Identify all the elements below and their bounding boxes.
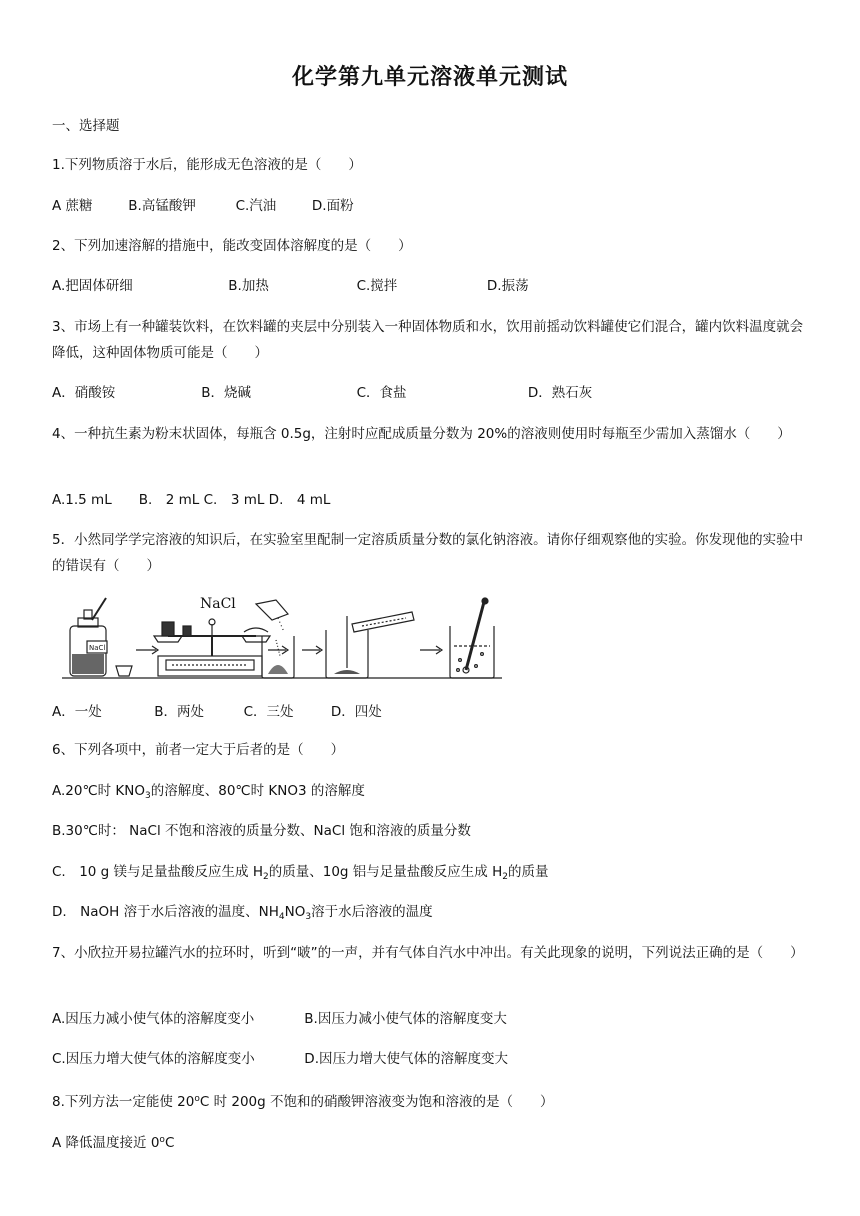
nacl-label: NaCl <box>200 596 236 612</box>
option-a: A.把固体研细 <box>52 278 133 294</box>
option-a: A.因压力减小使气体的溶解度变小 <box>52 1011 255 1027</box>
section-heading: 一、选择题 <box>52 118 120 134</box>
option-d: D.因压力增大使气体的溶解度变大 <box>304 1051 508 1067</box>
option-b: B.高锰酸钾 <box>128 198 196 214</box>
option-text: C <box>164 1135 175 1151</box>
option-text: 的质量、10g 铝与足量盐酸反应生成 H <box>268 864 503 880</box>
option-d: D．熟石灰 <box>527 385 593 401</box>
question-4-options: A.1.5 mL B. 2 mL C. 3 mL D. 4 mL <box>52 492 331 508</box>
question-8-option-a <box>52 1130 174 1153</box>
option-c: C.因压力增大使气体的溶解度变小 <box>52 1051 255 1067</box>
question-2-options <box>52 276 529 296</box>
question-8-stem <box>52 1089 554 1112</box>
option-a: A 蔗糖 <box>52 198 93 214</box>
question-1-options <box>52 196 354 216</box>
question-6-option-d <box>52 902 433 927</box>
subscript: 2 <box>502 872 508 882</box>
option-b: B.加热 <box>228 278 269 294</box>
option-b: B．两处 <box>154 704 205 720</box>
option-a: A．一处 <box>52 704 102 720</box>
option-b: B．烧碱 <box>201 385 252 401</box>
option-d: D．四处 <box>330 704 382 720</box>
balance-icon <box>154 596 270 676</box>
option-d: D.面粉 <box>311 198 354 214</box>
question-7-stem: 7、小欣拉开易拉罐汽水的拉环时，听到“啵”的一声，并有气体自汽水中冲出。有关此现象的说明，下列说法正确的是（ ） <box>52 945 804 961</box>
subscript: 2 <box>263 872 269 882</box>
subscript: 4 <box>278 912 285 922</box>
question-3-options <box>52 383 592 403</box>
question-3-stem: 3、市场上有一种罐装饮料，在饮料罐的夹层中分别装入一种固体物质和水，饮用前摇动饮料罐使它们混合，罐内饮料温度就会降低，这种固体物质可能是（ ） <box>52 319 804 361</box>
superscript: o <box>194 1094 200 1104</box>
question-6-option-a <box>52 781 365 806</box>
question-4-stem: 4、一种抗生素为粉末状固体，每瓶含 0.5g，注射时应配成质量分数为 20%的溶液则使用时每瓶至少需加入蒸馏水（ ） <box>52 426 791 442</box>
option-c: C.汽油 <box>235 198 277 214</box>
option-c: C．食盐 <box>356 385 407 401</box>
svg-text:NaCl: NaCl <box>89 644 106 652</box>
experiment-figure <box>62 596 512 686</box>
option-text: 的溶解度、80℃时 KNO3 的溶解度 <box>150 783 365 799</box>
question-6-option-c <box>52 862 548 887</box>
question-2-stem: 2、下列加速溶解的措施中，能改变固体溶解度的是（ ） <box>52 238 412 254</box>
beaker-icon <box>450 598 494 678</box>
question-7-options-row-2 <box>52 1049 508 1069</box>
option-text: NO <box>284 904 306 920</box>
option-text: A 降低温度接近 0 <box>52 1135 160 1151</box>
beaker-icon <box>256 600 294 678</box>
question-5-options <box>52 702 382 722</box>
question-7-options-row-1 <box>52 1009 507 1029</box>
subscript: 3 <box>145 791 151 801</box>
superscript: o <box>159 1135 165 1145</box>
option-a: A．硝酸铵 <box>52 385 116 401</box>
question-1-stem: 1.下列物质溶于水后，能形成无色溶液的是（ ） <box>52 157 362 173</box>
subscript: 3 <box>305 912 312 922</box>
question-5-stem: 5．小然同学学完溶液的知识后，在实验室里配制一定溶质质量分数的氯化钠溶液。请你仔细观察他的实验。你发现他的实验中的错误有（ ） <box>52 532 804 574</box>
option-d: D.振荡 <box>486 278 529 294</box>
page-title: 化学第九单元溶液单元测试 <box>291 65 568 90</box>
option-text: A.20℃时 KNO <box>52 783 145 799</box>
option-text: C. 10 g 镁与足量盐酸反应生成 H <box>52 864 263 880</box>
option-text: 溶于水后溶液的温度 <box>311 904 433 920</box>
question-6-option-b: B.30℃时： NaCl 不饱和溶液的质量分数、NaCl 饱和溶液的质量分数 <box>52 823 471 839</box>
question-6-stem: 6、下列各项中，前者一定大于后者的是（ ） <box>52 742 345 758</box>
option-b: B.因压力减小使气体的溶解度变大 <box>304 1011 507 1027</box>
beaker-icon <box>326 612 414 678</box>
stem-text: C 时 200g 不饱和的硝酸钾溶液变为饱和溶液的是（ ） <box>199 1094 554 1110</box>
option-c: C．三处 <box>243 704 294 720</box>
reagent-bottle-icon <box>70 598 107 676</box>
stem-text: 8.下列方法一定能使 20 <box>52 1094 195 1110</box>
option-c: C.搅拌 <box>356 278 398 294</box>
option-text: D. NaOH 溶于水后溶液的温度、NH <box>52 904 279 920</box>
option-text: 的质量 <box>507 864 549 880</box>
